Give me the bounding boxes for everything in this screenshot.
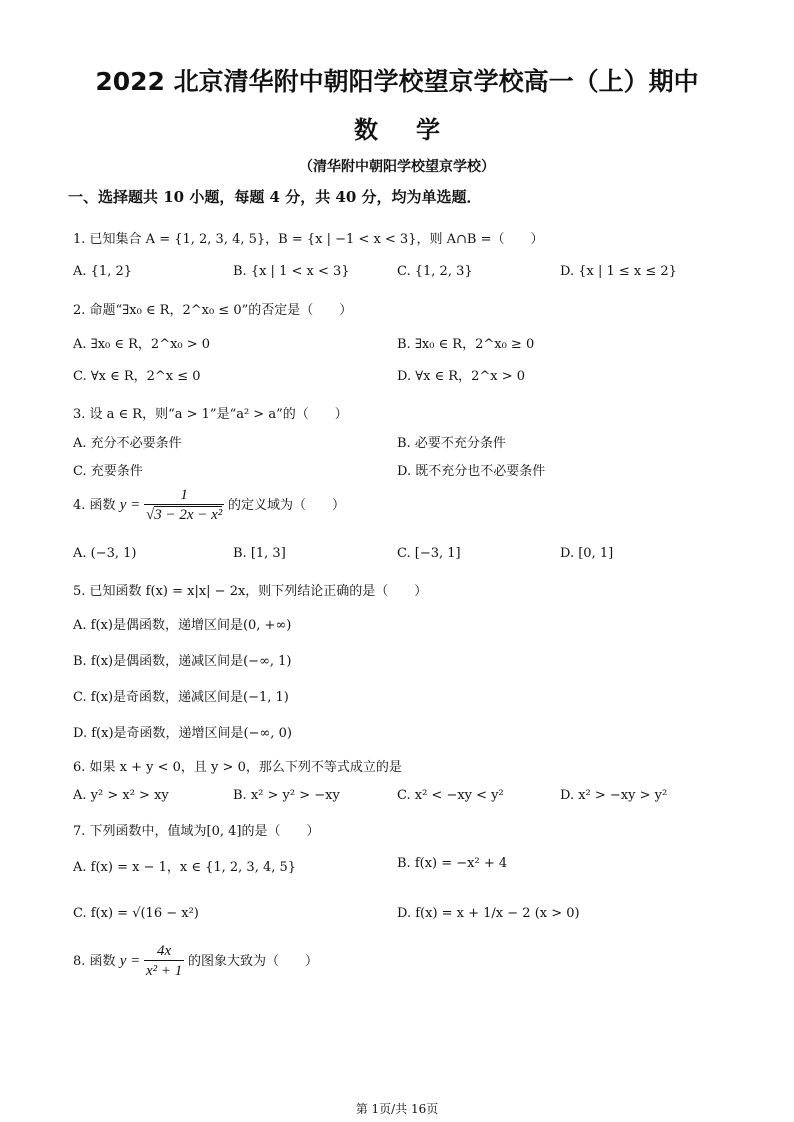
section-heading: 一、选择题共 10 小题，每题 4 分，共 40 分，均为单选题． <box>68 188 482 206</box>
q4-option-b: B. [1, 3] <box>233 546 286 561</box>
exam-title: 2022 北京清华附中朝阳学校望京学校高一（上）期中 <box>95 67 699 96</box>
question-4 <box>73 486 345 525</box>
q2-option-a: A. ∃x₀ ∈ R，2^x₀ > 0 <box>73 337 211 352</box>
q3-option-c: C. 充要条件 <box>73 464 143 479</box>
q6-option-d: D. x² > −xy > y² <box>560 788 668 803</box>
q8-fraction: $\frac{4x}{\text{x² + 1}}$ <box>145 943 183 979</box>
q7-option-d: D. f(x) = x + 1/x − 2 (x > 0) <box>397 906 580 921</box>
q8-formula: y = $\frac{4x}{\text{x² + 1}}$ <box>119 943 183 979</box>
q6-option-c: C. x² < −xy < y² <box>397 788 504 803</box>
q3-option-d: D. 既不充分也不必要条件 <box>397 464 546 479</box>
q1-option-a: A. {1, 2} <box>73 264 133 279</box>
q4-option-d: D. [0, 1] <box>560 546 614 561</box>
q7-option-b: B. f(x) = −x² + 4 <box>397 856 508 871</box>
q8-stem-suffix: 的图象大致为（ ） <box>188 953 319 969</box>
question-2: 2. 命题“∃x₀ ∈ R，2^x₀ ≤ 0”的否定是（ ） <box>73 303 353 318</box>
q5-option-d: D. f(x)是奇函数，递增区间是(−∞, 0) <box>73 726 292 741</box>
question-7: 7. 下列函数中，值域为[0, 4]的是（ ） <box>73 824 320 839</box>
question-1: 1. 已知集合 A = {1, 2, 3, 4, 5}，B = {x | −1 < x < 3}，则 A∩B =（ ） <box>73 232 544 247</box>
school-name: （清华附中朝阳学校望京学校） <box>299 159 495 175</box>
q4-stem-suffix: 的定义域为（ ） <box>228 497 346 513</box>
q3-option-a: A. 充分不必要条件 <box>73 436 182 451</box>
page-footer: 第 1页/共 16页 <box>355 1102 439 1116</box>
q7-option-c: C. f(x) = √(16 − x²) <box>73 906 199 921</box>
question-6: 6. 如果 x + y < 0，且 y > 0，那么下列不等式成立的是 <box>73 760 402 775</box>
q7-option-a: A. f(x) = x − 1，x ∈ {1, 2, 3, 4, 5} <box>73 860 297 875</box>
q1-option-c: C. {1, 2, 3} <box>397 264 473 279</box>
q8-stem-prefix: 8. 函数 <box>73 953 116 969</box>
q2-option-b: B. ∃x₀ ∈ R，2^x₀ ≥ 0 <box>397 337 535 352</box>
q4-fraction: $\frac{1}{\text{√3 − 2x − x²}}$ <box>145 487 223 523</box>
q4-stem-prefix: 4. 函数 <box>73 497 116 513</box>
q6-option-a: A. y² > x² > xy <box>73 788 169 803</box>
q3-option-b: B. 必要不充分条件 <box>397 436 506 451</box>
q4-option-c: C. [−3, 1] <box>397 546 461 561</box>
q2-option-d: D. ∀x ∈ R，2^x > 0 <box>397 369 526 384</box>
q5-option-c: C. f(x)是奇函数，递减区间是(−1, 1) <box>73 690 289 705</box>
q1-option-d: D. {x | 1 ≤ x ≤ 2} <box>560 264 677 279</box>
q4-formula: y = $\frac{1}{\text{√3 − 2x − x²}}$ <box>119 487 223 523</box>
question-8 <box>73 942 318 981</box>
subject-title: 数学 <box>354 116 478 144</box>
q1-option-b: B. {x | 1 < x < 3} <box>233 264 350 279</box>
question-3: 3. 设 a ∈ R，则“a > 1”是“a² > a”的（ ） <box>73 407 348 422</box>
question-5: 5. 已知函数 f(x) = x|x| − 2x，则下列结论正确的是（ ） <box>73 584 428 599</box>
q6-option-b: B. x² > y² > −xy <box>233 788 340 803</box>
q5-option-a: A. f(x)是偶函数，递增区间是(0, +∞) <box>73 618 292 633</box>
q4-option-a: A. (−3, 1) <box>73 546 137 561</box>
q5-option-b: B. f(x)是偶函数，递减区间是(−∞, 1) <box>73 654 292 669</box>
q2-option-c: C. ∀x ∈ R，2^x ≤ 0 <box>73 369 201 384</box>
